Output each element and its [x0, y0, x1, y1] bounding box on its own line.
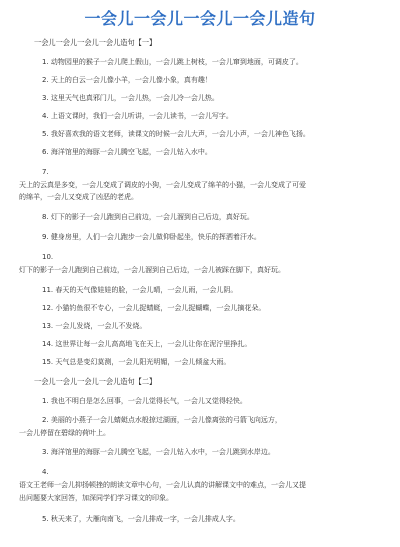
sentence-item: 语文王老师一会儿抑扬顿挫的朗读文章中心句，一会儿认真的讲解课文中的难点，一会儿又提: [19, 481, 306, 489]
sentence-item: 3. 这里天气也真邪门儿，一会儿热，一会儿冷一会儿热。: [42, 94, 219, 102]
sentence-item: 12. 小猫钓鱼很不专心，一会儿捉蜻蜓，一会儿捉蝴蝶，一会儿摘花朵。: [42, 304, 266, 312]
sentence-item: 1. 我也不明白是怎么回事，一会儿觉得长气，一会儿又觉得轻快。: [42, 397, 247, 405]
sentence-number: 10.: [42, 253, 54, 261]
sentence-item: 2. 天上的白云一会儿像小羊，一会儿像小象，真有趣！: [42, 76, 212, 84]
sentence-item: 2. 美丽的小燕子一会儿蜻蜓点水般掠过湖面，一会儿像离弦的弓箭飞向远方，: [42, 416, 282, 424]
section-heading-1: 一会儿一会儿一会儿一会儿造句【一】: [34, 38, 157, 47]
sentence-item: 灯下的影子一会儿跑到自己前边，一会儿溜到自己后边，一会儿被踩在脚下，真好玩。: [19, 266, 285, 274]
sentence-item: 8. 灯下的影子一会儿跑到自己前边，一会儿溜到自己后边，真好玩。: [42, 213, 254, 221]
section-heading-2: 一会儿一会儿一会儿一会儿造句【二】: [34, 377, 157, 386]
sentence-item: 9. 健身房里，人们一会儿跑步一会儿做仰卧起坐，快乐的挥洒着汗水。: [42, 233, 261, 241]
sentence-item: 6. 海洋馆里的海豚一会儿腾空飞起，一会儿钻入水中。: [42, 148, 212, 156]
sentence-item: 1. 动物园里的猴子一会儿爬上假山，一会儿跳上树枝，一会儿窜到地面，可调皮了。: [42, 58, 303, 66]
page-title: 一会儿一会儿一会儿一会儿造句: [84, 9, 316, 28]
sentence-number: 4.: [42, 468, 49, 476]
sentence-item: 5. 我好喜欢我的语文老师，读课文的时候一会儿大声，一会儿小声，一会儿神色飞扬。: [42, 130, 310, 138]
sentence-item: 3. 海洋馆里的海豚一会儿腾空飞起，一会儿钻入水中，一会儿跳到水岸边。: [42, 448, 275, 456]
sentence-item: 4. 上语文课时，我们一会儿听讲，一会儿读书，一会儿写字。: [42, 112, 233, 120]
sentence-item: 11. 春天的天气像娃娃的脸，一会儿晴，一会儿雨，一会儿阴。: [42, 286, 238, 294]
sentence-item-continued: 出问题要大家回答，加深同学们学习课文的印象。: [19, 494, 173, 502]
sentence-item-continued: 一会儿停留在碧绿的荷叶上。: [19, 429, 110, 437]
sentence-item: 15. 天气总是变幻莫测，一会儿阳光明媚，一会儿倾盆大雨。: [42, 358, 231, 366]
sentence-item: 天上的云真是多变，一会儿变成了调皮的小狗，一会儿变成了绵羊的小猫，一会儿变成了可爱: [19, 181, 306, 189]
sentence-item: 5. 秋天来了，大雁向南飞，一会儿排成一字，一会儿排成人字。: [42, 515, 240, 523]
sentence-item-continued: 的绵羊，一会儿又变成了凶恶的老虎。: [19, 193, 138, 201]
sentence-item: 13. 一会儿发烧，一会儿不发烧。: [42, 322, 147, 330]
sentence-item: 14. 这世界让每一会儿高高地飞在天上，一会儿让你在泥泞里挣扎。: [42, 340, 252, 348]
sentence-number: 7.: [42, 168, 49, 176]
